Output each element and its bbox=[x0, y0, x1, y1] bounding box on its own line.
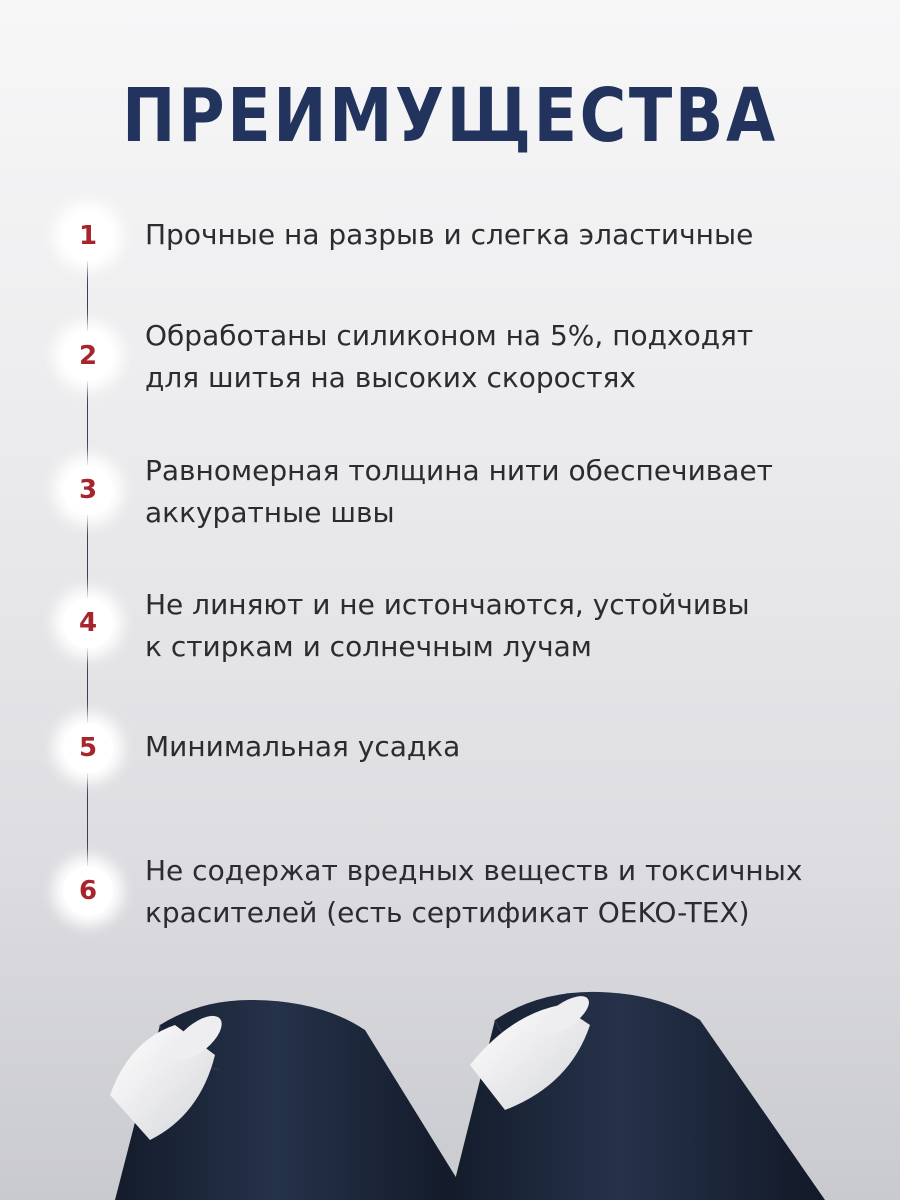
number-marker-1 bbox=[63, 211, 113, 261]
advantage-item-1 bbox=[145, 214, 865, 256]
number-label: 5 bbox=[78, 733, 98, 763]
number-label: 6 bbox=[78, 876, 98, 906]
advantage-text-line: Прочные на разрыв и слегка эластичные bbox=[145, 218, 754, 251]
number-marker-5 bbox=[63, 723, 113, 773]
page-title: ПРЕИМУЩЕСТВА bbox=[122, 73, 778, 159]
thread-spools-image bbox=[0, 980, 900, 1200]
number-label: 1 bbox=[78, 221, 98, 251]
advantage-text-line: аккуратные швы bbox=[145, 496, 395, 529]
advantage-item-3 bbox=[145, 450, 865, 534]
advantage-text-line: Минимальная усадка bbox=[145, 730, 461, 763]
advantage-text-line: Не линяют и не истончаются, устойчивы bbox=[145, 588, 750, 621]
thread-spool-right bbox=[450, 989, 825, 1200]
number-marker-3 bbox=[63, 465, 113, 515]
number-label: 4 bbox=[78, 608, 98, 638]
advantage-text-line: к стиркам и солнечным лучам bbox=[145, 630, 592, 663]
advantage-item-5 bbox=[145, 726, 865, 768]
advantage-item-2 bbox=[145, 315, 865, 399]
advantage-text-line: Равномерная толщина нити обеспечивает bbox=[145, 454, 773, 487]
number-marker-4 bbox=[63, 598, 113, 648]
advantage-text-line: красителей (есть сертификат OEKO-TEX) bbox=[145, 896, 750, 929]
advantage-text-line: Не содержат вредных веществ и токсичных bbox=[145, 854, 803, 887]
thread-spool-left bbox=[110, 1000, 470, 1200]
number-label: 3 bbox=[78, 475, 98, 505]
advantage-text-line: для шитья на высоких скоростях bbox=[145, 361, 636, 394]
advantage-text-line: Обработаны силиконом на 5%, подходят bbox=[145, 319, 754, 352]
number-marker-6 bbox=[63, 866, 113, 916]
number-label: 2 bbox=[78, 341, 98, 371]
number-marker-2 bbox=[63, 331, 113, 381]
advantage-item-6 bbox=[145, 850, 865, 934]
advantage-item-4 bbox=[145, 584, 865, 668]
